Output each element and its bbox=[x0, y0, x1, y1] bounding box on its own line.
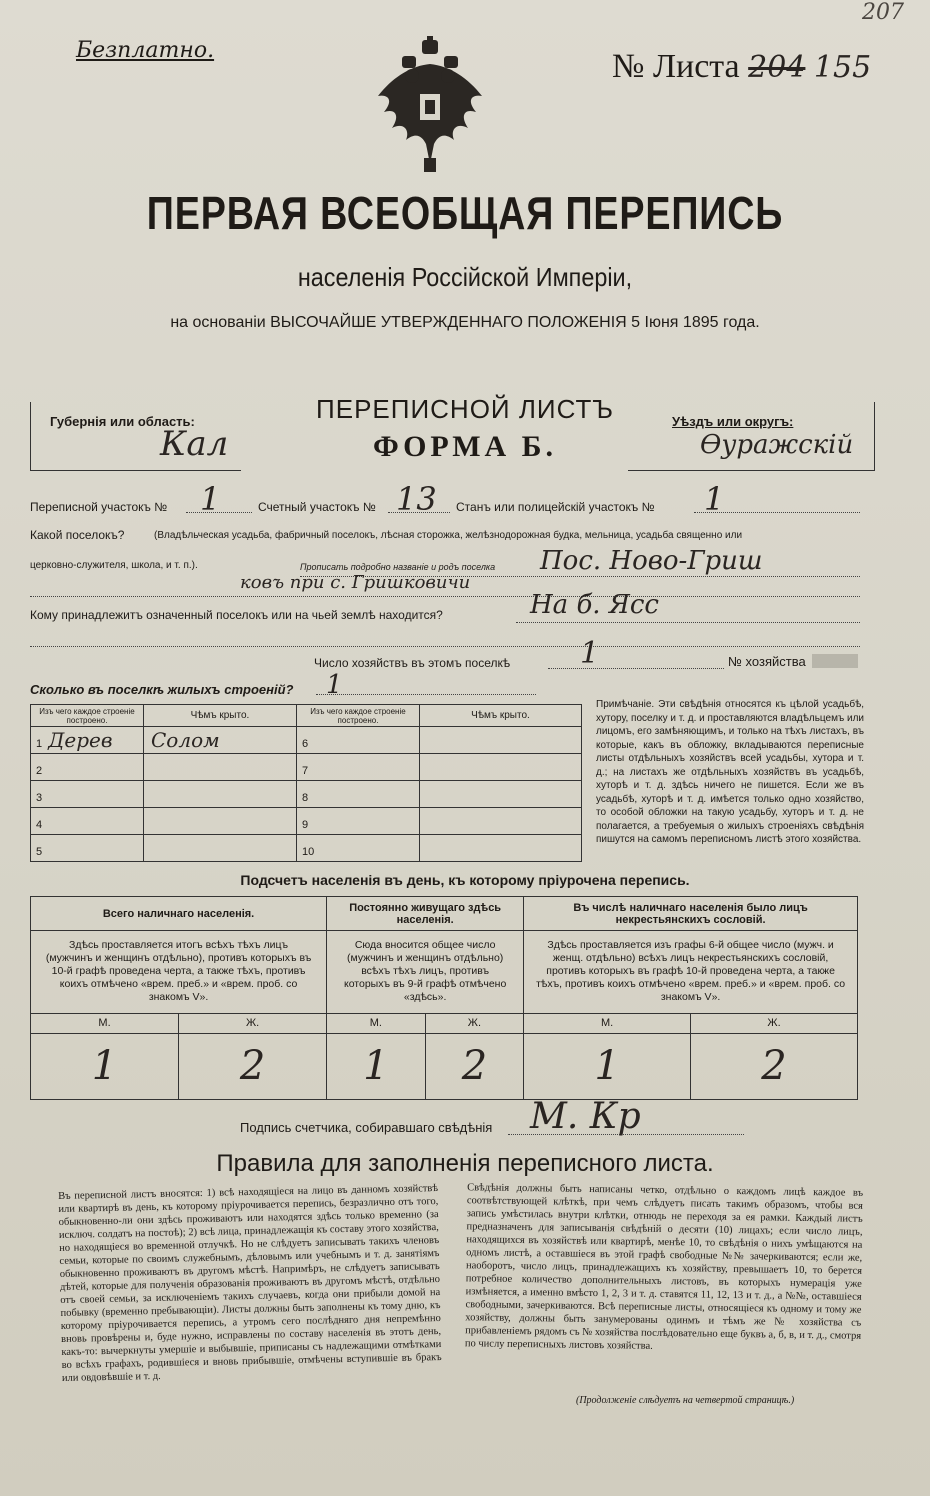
building-cell-roof-right bbox=[420, 754, 582, 781]
building-roof bbox=[421, 728, 427, 752]
gubernia-label: Губернія или область: bbox=[50, 414, 195, 429]
signature-label: Подпись счетчика, собиравшаго свѣдѣнія bbox=[240, 1120, 493, 1135]
owner-value: На б. Ясс bbox=[530, 590, 659, 620]
building-cell-num-left bbox=[31, 835, 144, 862]
building-material bbox=[314, 836, 320, 860]
buildings-label: Сколько въ поселкѣ жилыхъ строеній? bbox=[30, 682, 294, 697]
building-number: 4 bbox=[36, 819, 43, 831]
pop-m-header-2: М. bbox=[327, 1013, 426, 1033]
col-material-right: Изъ чего каждое строеніе построено. bbox=[297, 705, 420, 727]
households-value: 1 bbox=[580, 636, 600, 671]
building-roof bbox=[145, 755, 151, 779]
households-label: Число хозяйствъ въ этомъ поселкѣ bbox=[314, 656, 511, 670]
owner-label: Кому принадлежитъ означенный поселокъ или на чьей землѣ находится? bbox=[30, 608, 443, 622]
precinct-value: 1 bbox=[200, 480, 221, 518]
signature-value: М. Кр bbox=[530, 1096, 641, 1137]
building-cell-roof-right bbox=[420, 808, 582, 835]
buildings-table bbox=[30, 704, 582, 862]
building-material bbox=[308, 728, 314, 752]
gubernia-value: Кал bbox=[160, 424, 229, 464]
building-cell-num-right bbox=[297, 835, 420, 862]
pop-value-m-nonpeasant: 1 bbox=[524, 1033, 691, 1099]
building-cell-num-right bbox=[297, 808, 420, 835]
building-cell-roof-left bbox=[144, 727, 297, 754]
rules-continued: (Продолженіе слѣдуетъ на четвертой страницѣ.) bbox=[576, 1395, 795, 1406]
building-roof bbox=[145, 809, 151, 833]
building-cell-roof-right bbox=[420, 781, 582, 808]
building-material bbox=[42, 809, 48, 833]
building-roof bbox=[421, 809, 427, 833]
pop-value-zh-total: 2 bbox=[179, 1033, 327, 1099]
building-material: Дерев bbox=[48, 728, 113, 752]
pop-value-m-permanent: 1 bbox=[327, 1033, 426, 1099]
col-material-left: Изъ чего каждое строеніе построено. bbox=[31, 705, 144, 727]
building-number: 9 bbox=[302, 819, 309, 831]
list-number-label: № Листа bbox=[612, 48, 740, 85]
household-no-smudge bbox=[812, 654, 858, 668]
population-heading: Подсчетъ населенія въ день, къ которому пріурочена перепись. bbox=[240, 872, 690, 888]
pop-zh-header-2: Ж. bbox=[425, 1013, 524, 1033]
pop-col3-title: Въ числѣ наличнаго населенія было лицъ некрестьянскихъ сословій. bbox=[524, 897, 858, 931]
buildings-value: 1 bbox=[326, 670, 343, 700]
pop-col1-desc: Здѣсь проставляется итогъ всѣхъ тѣхъ лицъ (мужчинъ и женщинъ отдѣльно), противъ которыхъ въ 10-й графѣ проведена черта, а также тѣхъ, противъ коихъ отмѣчено «врем. преб.» и «врем. проб. со знакомъ V». bbox=[31, 931, 327, 1013]
uezd-label: Уѣздъ или округъ: bbox=[672, 414, 794, 429]
building-material bbox=[308, 782, 314, 806]
buildings-line bbox=[316, 694, 536, 695]
list-number-struck: 204 bbox=[748, 50, 806, 85]
pop-col2-title: Постоянно живущаго здѣсь населенія. bbox=[327, 897, 524, 931]
pop-value-zh-nonpeasant: 2 bbox=[691, 1033, 858, 1099]
col-roof-left: Чѣмъ крыто. bbox=[144, 705, 297, 727]
pop-zh-header-3: Ж. bbox=[691, 1013, 858, 1033]
building-row bbox=[31, 808, 582, 835]
building-cell-num-right bbox=[297, 781, 420, 808]
col-roof-right: Чѣмъ крыто. bbox=[420, 705, 582, 727]
settlement-label: Какой поселокъ? bbox=[30, 528, 125, 542]
building-material bbox=[42, 755, 48, 779]
rules-title: Правила для заполненія переписного листа. bbox=[216, 1150, 714, 1177]
buildings-body bbox=[31, 727, 582, 862]
building-cell-roof-right bbox=[420, 727, 582, 754]
settlement-hint-2: церковно-служителя, школа, и т. п.). bbox=[30, 560, 198, 571]
settlement-hint: (Владѣльческая усадьба, фабричный поселокъ, лѣсная сторожка, желѣзнодорожная будка, мельница, усадьба священно или bbox=[154, 530, 743, 541]
building-number: 6 bbox=[302, 738, 309, 750]
pop-value-zh-permanent: 2 bbox=[425, 1033, 524, 1099]
list-number bbox=[612, 48, 871, 86]
building-roof bbox=[421, 836, 427, 860]
page-title: ПЕРВАЯ ВСЕОБЩАЯ ПЕРЕПИСЬ bbox=[146, 187, 784, 239]
page-subtitle: населенія Россійской Имперіи, bbox=[297, 262, 633, 292]
pop-value-m-total: 1 bbox=[31, 1033, 179, 1099]
settlement-instruction: Прописать подробно названіе и родъ поселка bbox=[300, 562, 496, 572]
pop-col3-desc: Здѣсь проставляется изъ графы 6-й общее число (мужч. и женщ. отдѣльно) всѣхъ лицъ некрестьянскихъ сословій, противъ которыхъ въ графѣ 10-й проведена черта, а также тѣхъ, противъ коихъ отмѣчено «врем. преб.» и «врем. проб. со знакомъ V». bbox=[524, 931, 858, 1013]
pop-m-header-3: М. bbox=[524, 1013, 691, 1033]
stan-value: 1 bbox=[704, 480, 725, 518]
building-roof bbox=[145, 836, 151, 860]
owner-line-2 bbox=[30, 646, 860, 647]
uezd-value: Ѳуражскій bbox=[700, 430, 854, 460]
building-roof bbox=[145, 782, 151, 806]
building-row bbox=[31, 727, 582, 754]
building-number: 1 bbox=[36, 738, 43, 750]
building-cell-num-left bbox=[31, 808, 144, 835]
building-roof bbox=[421, 782, 427, 806]
building-number: 3 bbox=[36, 792, 43, 804]
settlement-line-2 bbox=[30, 596, 860, 597]
building-cell-num-left bbox=[31, 754, 144, 781]
building-number: 2 bbox=[36, 765, 43, 777]
building-material bbox=[308, 809, 314, 833]
count-precinct-label: Счетный участокъ № bbox=[258, 500, 376, 514]
building-row bbox=[31, 781, 582, 808]
rules-right: Свѣдѣнія должны быть написаны четко, отдѣльно о каждомъ лицѣ каждое въ соотвѣтствующей клѣткѣ, при чемъ слѣдуетъ писать такимъ образомъ, чтобы вся запись умѣстилась внутри клѣтки, отнюдь не переходя за ея рамки. Каждый листъ предназначенъ для записыванія свѣдѣній о десяти (10) лицахъ; если число лицъ, находящихся въ хозяйствѣ или квартирѣ, менѣе 10, то свѣдѣнія о нихъ умѣщаются на одномъ листѣ, а оставшіеся въ этой графѣ свободные №№ зачеркиваются; если же, наоборотъ, число лицъ, принадлежащихъ къ хозяйству, превышаетъ 10, то берется потребное количество дополнительныхъ листовъ, въ которыхъ нумерація уже измѣняется, а именно вмѣсто 1, 2, 3 и т. д. ставятся 11, 12, 13 и т. д., а №№, оставшіеся свободными, зачеркиваются. Всѣ переписные листы, относящіеся къ одному и тому же хозяйству, должны быть занумерованы одинмъ и тѣмъ же № хозяйства съ прибавленіемъ рядомъ съ № хозяйства послѣдовательно еще буквъ а, б, в, и т. д., смотря по числу переписныхъ листовъ хозяйства. bbox=[464, 1182, 864, 1352]
building-cell-roof-right bbox=[420, 835, 582, 862]
building-material bbox=[308, 755, 314, 779]
building-cell-num-left bbox=[31, 781, 144, 808]
building-row bbox=[31, 835, 582, 862]
building-cell-roof-left bbox=[144, 835, 297, 862]
pop-col2-desc: Сюда вносится общее число (мужчинъ и женщинъ отдѣльно) всѣхъ тѣхъ лицъ, противъ которыхъ въ 9-й графѣ отмѣчено «здѣсь». bbox=[327, 931, 524, 1013]
form-title: ПЕРЕПИСНОЙ ЛИСТЪ bbox=[316, 394, 614, 424]
building-material bbox=[42, 782, 48, 806]
pop-zh-header-1: Ж. bbox=[179, 1013, 327, 1033]
building-number: 7 bbox=[302, 765, 309, 777]
building-number: 5 bbox=[36, 846, 43, 858]
count-precinct-value: 13 bbox=[396, 480, 437, 518]
building-number: 10 bbox=[302, 846, 315, 858]
imperial-eagle-emblem bbox=[370, 36, 490, 176]
building-cell-roof-left bbox=[144, 808, 297, 835]
building-cell-roof-left bbox=[144, 754, 297, 781]
legal-basis: на основаніи ВЫСОЧАЙШЕ УТВЕРЖДЕННАГО ПОЛОЖЕНІЯ 5 Іюня 1895 года. bbox=[170, 314, 760, 331]
building-roof bbox=[421, 755, 427, 779]
form-b-label: ФОРМА Б. bbox=[372, 430, 558, 463]
owner-line bbox=[516, 622, 860, 623]
household-no-label: № хозяйства bbox=[728, 654, 806, 669]
building-material bbox=[42, 836, 48, 860]
corner-archive-mark: 207 bbox=[862, 0, 904, 25]
settlement-value-2: ковъ при с. Гришковичи bbox=[240, 572, 471, 593]
list-number-value: 155 bbox=[813, 50, 872, 85]
free-label: Безплатно. bbox=[76, 38, 215, 63]
precinct-label: Переписной участокъ № bbox=[30, 500, 168, 514]
building-number: 8 bbox=[302, 792, 309, 804]
rules-left: Въ переписной листъ вносятся: 1) всѣ находящіеся на лицо въ данномъ хозяйствѣ или квартирѣ въ день, къ которому пріурочивается перепись, безразлично отъ того, обыкновенно-ли они здѣсь проживаютъ или находятся здѣсь только временно (за исключ. солдатъ на постоѣ); 2) всѣ лица, принадлежащія къ составу этого хозяйства, но находящіеся во временной отлучкѣ. Но не слѣдуетъ записывать такихъ членовъ семьи, которые по своимъ служебнымъ, дѣловымъ или учебнымъ и т. д. занятіямъ обыкновенно проживаютъ въ другомъ мѣстѣ. Напримѣръ, не слѣдуетъ записывать дѣтей, которые для полученія образованія проживаютъ въ другомъ мѣстѣ, отдѣльно отъ своей семьи, за исключеніемъ такихъ случаевъ, когда они прибыли домой на побывку (временно пребывающіи). Листы должны быть заполнены къ тому дню, къ которому пріурочивается перепись, а утромъ сего послѣдняго дня непремѣнно вновь провѣрены и, буде нужно, исправлены по составу населенія въ этотъ день, какъ-то: вычеркнуты умершіе и выбывшіе, приписаны съ надлежащими отмѣтками во всѣхъ графахъ, родившіеся и вновь прибывшіе, отмѣчены вступившіе въ бракъ или овдовѣвшіе и т. д. bbox=[58, 1183, 442, 1384]
building-cell-num-right bbox=[297, 727, 420, 754]
building-row bbox=[31, 754, 582, 781]
stan-label: Станъ или полицейскій участокъ № bbox=[456, 500, 655, 514]
households-line bbox=[548, 668, 724, 669]
pop-col1-title: Всего наличнаго населенія. bbox=[31, 897, 327, 931]
population-table bbox=[30, 896, 858, 1100]
building-roof: Солом bbox=[151, 728, 220, 752]
pop-m-header-1: М. bbox=[31, 1013, 179, 1033]
building-cell-roof-left bbox=[144, 781, 297, 808]
building-cell-num-right bbox=[297, 754, 420, 781]
building-cell-num-left bbox=[31, 727, 144, 754]
settlement-value: Пос. Ново-Гриш bbox=[540, 546, 763, 576]
buildings-note: Примѣчаніе. Эти свѣдѣнія относятся къ цѣлой усадьбѣ, хутору, поселку и т. д. и проставляются владѣльцемъ или лицомъ, его замѣняющимъ, и только на тѣхъ листахъ, въ которые, какъ въ обложку, вкладываются переписные листы отдѣльныхъ хозяйствъ всей усадьбы, хутора и т. д.; на листахъ же отдѣльныхъ хозяйствъ въ усадьбѣ, хуторѣ и т. д. здѣсь ничего не пишется. Если же въ усадьбѣ, хуторѣ и т. д. имѣется только одно хозяйство, то особой обложки на такую усадьбу, хуторъ и т. д. не полагается, а требуемыя о жилыхъ строеніяхъ свѣдѣнія пишутся на самомъ переписномъ листѣ этого хозяйства. bbox=[596, 699, 864, 845]
